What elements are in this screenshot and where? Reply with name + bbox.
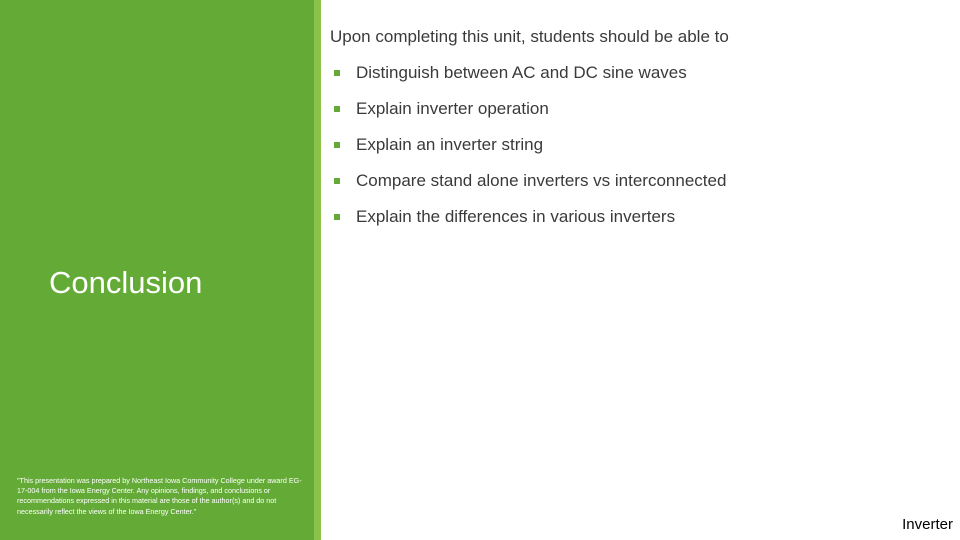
square-bullet-icon: [334, 142, 340, 148]
objective-item: [334, 171, 726, 207]
square-bullet-icon: [334, 106, 340, 112]
objectives-intro: Upon completing this unit, students should be able to: [330, 27, 729, 46]
objective-text: Distinguish between AC and DC sine waves: [356, 63, 687, 82]
objective-item: [334, 135, 726, 171]
funding-disclaimer: "This presentation was prepared by Northeast Iowa Community College under award EG-17-004 from the Iowa Energy Center. Any opinions, findings, and conclusions or recommendations expressed in this material are those of the author(s) and do not necessarily reflect the views of the Iowa Energy Center.": [17, 476, 302, 516]
square-bullet-icon: [334, 214, 340, 220]
objective-item: [334, 99, 726, 135]
divider-stripe: [314, 0, 321, 540]
square-bullet-icon: [334, 70, 340, 76]
objective-text: Compare stand alone inverters vs interconnected: [356, 171, 727, 190]
objective-text: Explain the differences in various inverters: [356, 207, 676, 226]
objective-text: Explain an inverter string: [356, 135, 544, 154]
objective-item: [334, 63, 726, 99]
objective-text: Explain inverter operation: [356, 99, 549, 118]
square-bullet-icon: [334, 178, 340, 184]
objectives-list: [334, 63, 726, 243]
slide-title: Conclusion: [49, 265, 203, 300]
footer-topic-label: Inverter: [902, 516, 953, 533]
objective-item: [334, 207, 726, 243]
left-title-panel: [0, 0, 314, 540]
